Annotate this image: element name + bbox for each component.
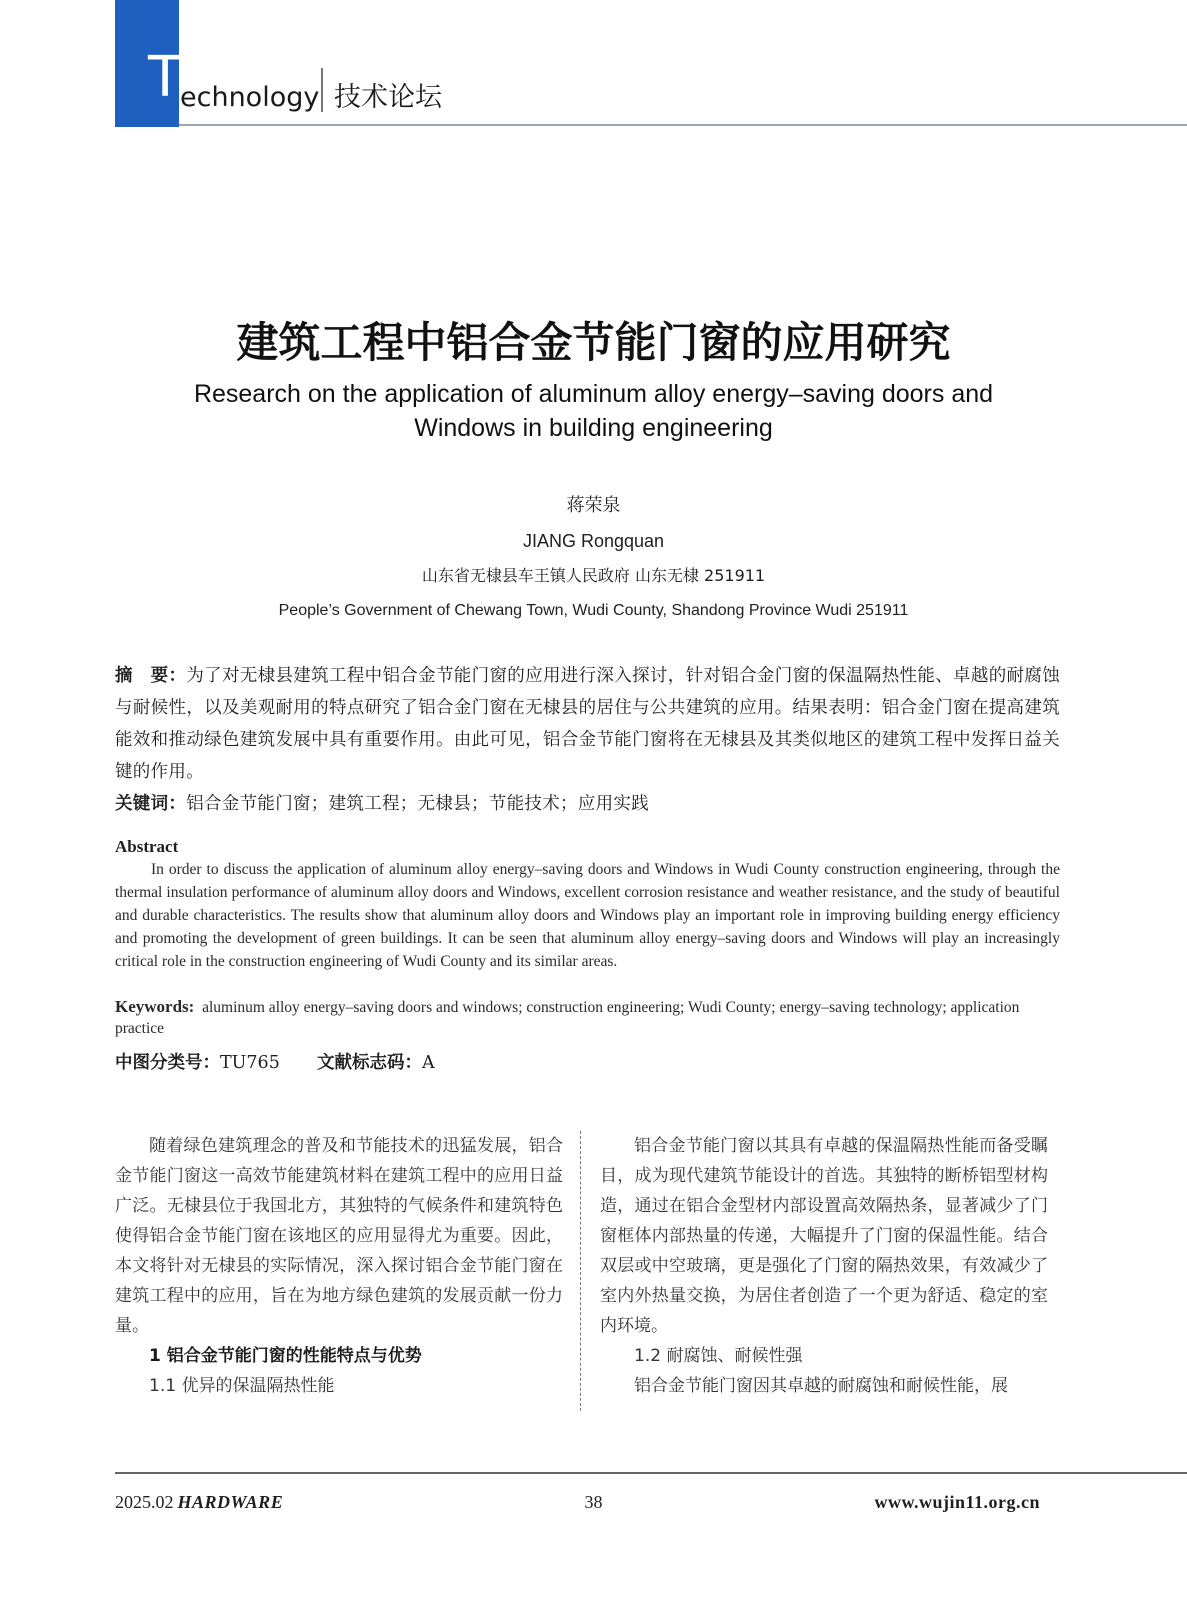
keywords-en [115,996,1060,1039]
paragraph-insulation: 铝合金节能门窗以其具有卓越的保温隔热性能而备受瞩目，成为现代建筑节能设计的首选。其独特的断桥铝型材构造，通过在铝合金型材内部设置高效隔热条，显著减少了门窗框体内部热量的传递，大幅提升了门窗的保温性能。结合双层或中空玻璃，更是强化了门窗的隔热效果，有效减少了室内外热量交换，为居住者创造了一个更为舒适、稳定的室内环境。 [600,1136,1048,1336]
article-title-en [0,377,1187,445]
footer-url[interactable]: www.wujin11.org.cn [874,1492,1040,1512]
clc-value: TU765 [220,1053,280,1073]
affiliation-en: People’s Government of Chewang Town, Wudi County, Shandong Province Wudi 251911 [278,602,909,619]
body-column-left [115,1131,563,1401]
title-en-line1: Research on the application of aluminum alloy energy–saving doors and [193,380,994,408]
affiliation-cn: 山东省无棣县车王镇人民政府 山东无棣 251911 [421,566,766,585]
keywords-en-text: aluminum alloy energy–saving doors and windows; construction engineering; Wudi County; energy–saving technology; application practice [115,999,1020,1037]
footer-magazine: HARDWARE [177,1492,284,1512]
keywords-cn-label: 关键词： [115,794,187,814]
classification-line [115,1050,435,1076]
keywords-en-label: Keywords: [115,997,195,1016]
column-divider [580,1131,581,1411]
paragraph-corrosion: 铝合金节能门窗因其卓越的耐腐蚀和耐候性能，展 [634,1376,1008,1396]
header-section-word: echnology [180,82,320,113]
keywords-cn-text: 铝合金节能门窗；建筑工程；无棣县；节能技术；应用实践 [186,794,650,814]
abstract-cn [115,660,1060,788]
footer-issue: 2025.02 [115,1492,174,1512]
author-name-cn: 蒋荣泉 [566,495,621,516]
header-separator [321,68,323,112]
abstract-cn-text: 为了对无棣县建筑工程中铝合金节能门窗的应用进行深入探讨，针对铝合金门窗的保温隔热性能、卓越的耐腐蚀与耐候性，以及美观耐用的特点研究了铝合金门窗在无棣县的居住与公共建筑的应用。结果表明：铝合金门窗在提高建筑能效和推动绿色建筑发展中具有重要作用。由此可见，铝合金节能门窗将在无棣县及其类似地区的建筑工程中发挥日益关键的作用。 [115,666,1060,782]
abstract-cn-label: 摘 要： [115,666,187,686]
intro-paragraph: 随着绿色建筑理念的普及和节能技术的迅猛发展，铝合金节能门窗这一高效节能建筑材料在建筑工程中的应用日益广泛。无棣县位于我国北方，其独特的气候条件和建筑特色使得铝合金节能门窗在该地区的应用显得尤为重要。因此，本文将针对无棣县的实际情况，深入探讨铝合金节能门窗在建筑工程中的应用，旨在为地方绿色建筑的发展贡献一份力量。 [115,1136,563,1336]
author-name-en: JIANG Rongquan [522,531,665,551]
body-column-right [600,1131,1048,1401]
section-heading-1-2: 1.2 耐腐蚀、耐候性强 [634,1346,803,1366]
page-number: 38 [584,1492,603,1512]
keywords-cn [115,788,1060,820]
clc-label: 中图分类号： [115,1053,220,1073]
footer-rule [115,1472,1187,1474]
doc-code-value: A [421,1053,435,1073]
abstract-en-text: In order to discuss the application of aluminum alloy energy–saving doors and Windows in Wudi County construction engineering, through the thermal insulation performance of aluminum alloy doors and Windows, excellent corrosion resistance and weather resistance, and the study of beautiful and durable characteristics. The results show that aluminum alloy doors and Windows play an important role in improving building energy efficiency and promoting the development of green buildings. It can be seen that aluminum alloy energy–saving doors and Windows will play an increasingly critical role in the construction engineering of Wudi County and its similar areas. [115,861,1060,970]
section-heading-1-1: 1.1 优异的保温隔热性能 [149,1376,335,1396]
header-rule [179,124,1187,126]
section-heading-1: 1 铝合金节能门窗的性能特点与优势 [149,1346,422,1366]
doc-code-label: 文献标志码： [316,1053,422,1073]
header-column-name: 技术论坛 [334,82,442,113]
abstract-en-heading: Abstract [115,837,179,856]
header-initial: T [148,45,183,110]
title-en-line2: Windows in building engineering [414,414,773,442]
article-title-cn: 建筑工程中铝合金节能门窗的应用研究 [236,318,951,367]
